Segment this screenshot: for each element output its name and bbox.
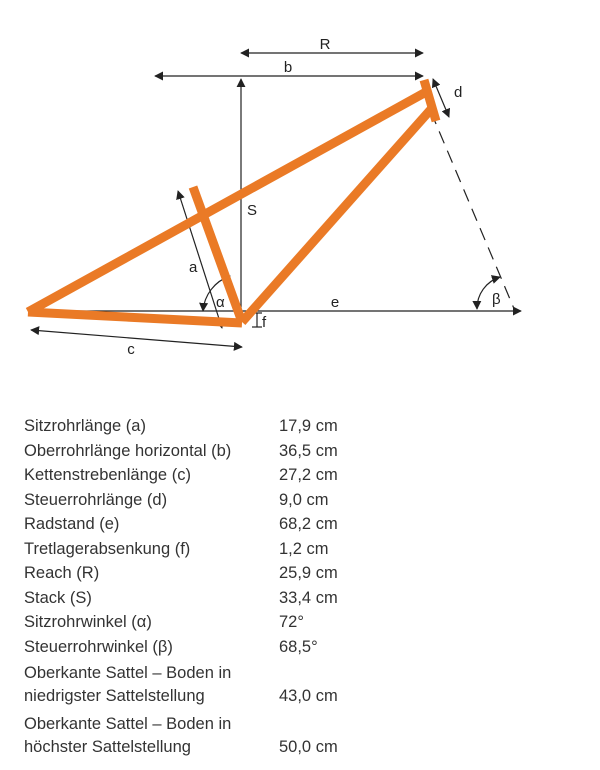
spec-label: Kettenstrebenlänge (c) xyxy=(24,466,191,484)
table-row xyxy=(24,439,444,464)
stack-label: S xyxy=(247,202,258,219)
geometry-spec-table xyxy=(24,414,444,761)
spec-value: 25,9 cm xyxy=(279,564,338,582)
table-row xyxy=(24,586,444,611)
head-tube-label: d xyxy=(454,84,463,101)
spec-label: Radstand (e) xyxy=(24,515,120,533)
chainstay-dimension-line xyxy=(31,330,242,347)
dimension-labels xyxy=(127,36,501,358)
spec-label: Oberrohrlänge horizontal (b) xyxy=(24,441,232,460)
wheelbase-label: e xyxy=(330,294,340,311)
spec-value: 1,2 cm xyxy=(279,539,329,558)
spec-label: Oberkante Sattel – Boden in höchster Sattelstellung xyxy=(24,715,232,756)
spec-value: 50,0 cm xyxy=(279,738,338,756)
spec-value: 9,0 cm xyxy=(279,490,329,509)
steering-axis-dashed-line xyxy=(431,112,515,311)
table-row xyxy=(24,537,444,562)
chainstay-label: c xyxy=(127,341,135,358)
top-tube-label: b xyxy=(283,59,293,76)
chainstay xyxy=(28,312,242,323)
spec-value: 68,2 cm xyxy=(279,515,338,533)
table-row xyxy=(24,414,444,439)
spec-value: 43,0 cm xyxy=(279,687,338,705)
table-row xyxy=(24,561,444,586)
spec-label: Tretlagerabsenkung (f) xyxy=(24,539,191,558)
spec-value: 72° xyxy=(279,613,304,631)
table-row xyxy=(24,488,444,513)
spec-label: Steuerrohrlänge (d) xyxy=(24,490,168,509)
spec-value: 36,5 cm xyxy=(279,441,338,460)
spec-label: Oberkante Sattel – Boden in niedrigster Sattelstellung xyxy=(24,664,232,705)
spec-label: Reach (R) xyxy=(24,564,100,582)
seat-tube-label: a xyxy=(189,259,198,276)
table-row xyxy=(24,463,444,488)
bike-frame xyxy=(28,80,436,323)
table-row xyxy=(24,635,444,660)
table-row xyxy=(24,610,444,635)
seat-angle-label: α xyxy=(216,294,225,311)
spec-label: Sitzrohrwinkel (α) xyxy=(24,613,152,631)
table-row xyxy=(24,659,444,710)
table-row xyxy=(24,512,444,537)
bb-drop-label: f xyxy=(262,314,267,331)
spec-label: Sitzrohrlänge (a) xyxy=(24,417,146,435)
dimension-lines xyxy=(28,53,521,347)
spec-value: 27,2 cm xyxy=(279,466,338,484)
table-row xyxy=(24,710,444,761)
spec-label: Steuerrohrwinkel (β) xyxy=(24,637,173,656)
head-angle-label: β xyxy=(492,291,501,308)
spec-label: Stack (S) xyxy=(24,588,92,607)
spec-value: 17,9 cm xyxy=(279,417,338,435)
reach-label: R xyxy=(319,36,331,53)
spec-value: 68,5° xyxy=(279,637,318,656)
spec-value: 33,4 cm xyxy=(279,588,338,607)
